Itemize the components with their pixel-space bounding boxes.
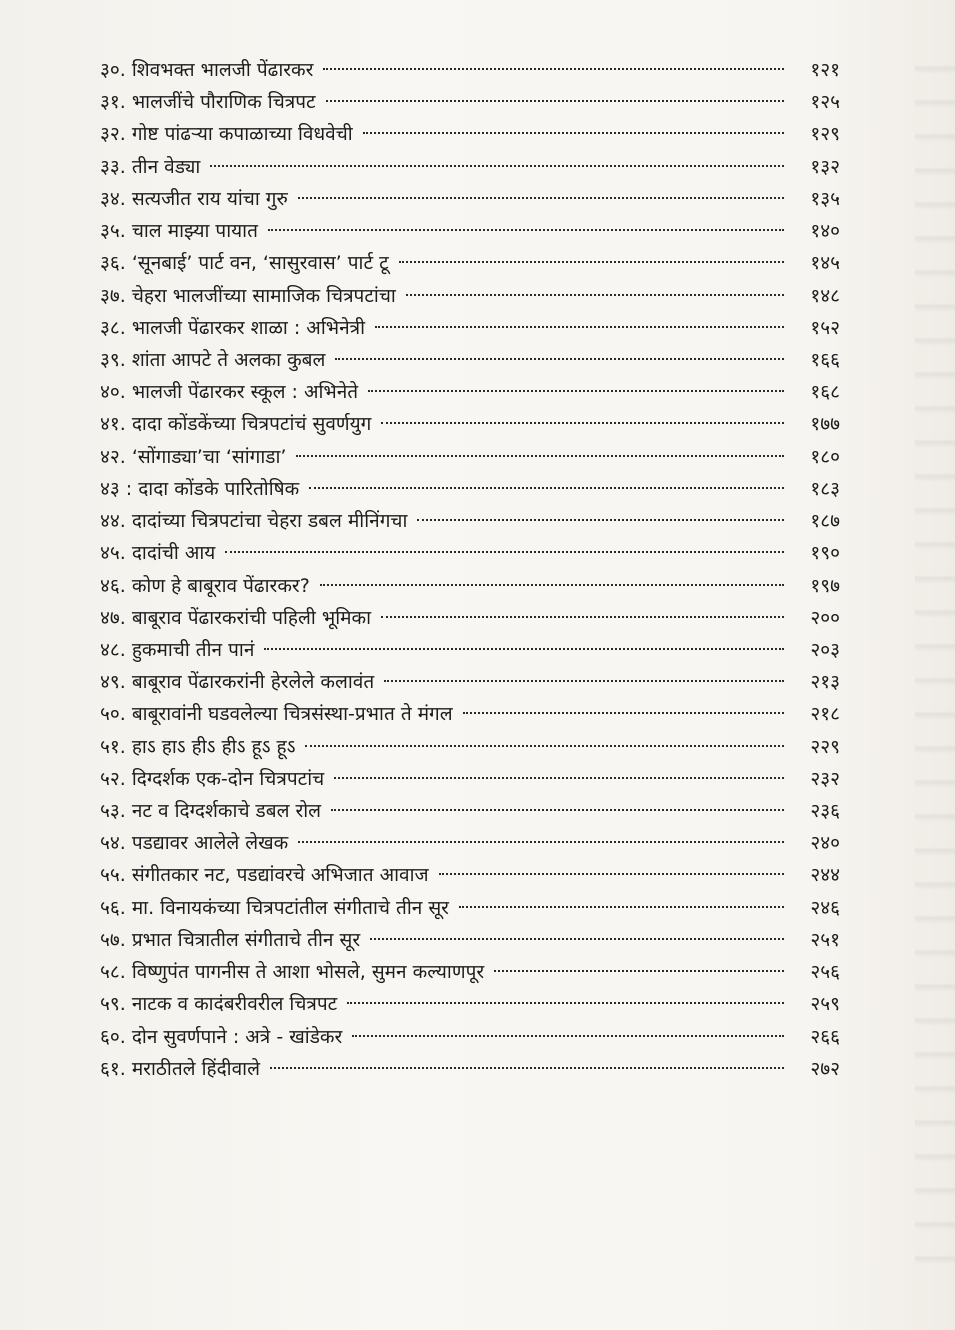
dot-leader — [375, 326, 784, 328]
toc-entry-title: शिवभक्त भालजी पेंढारकर — [131, 59, 314, 81]
toc-entry-number: ४८. — [100, 638, 126, 661]
toc-entry-number: ५८. — [100, 961, 126, 984]
toc-entry-page-number: १२९ — [810, 123, 840, 146]
toc-entry-page-number: १६६ — [810, 348, 840, 371]
dot-leader — [270, 1067, 784, 1069]
toc-entry-number: ५१. — [100, 735, 126, 758]
dot-leader — [331, 809, 784, 811]
toc-entry-title: सत्यजीत राय यांचा गुरु — [131, 187, 288, 210]
toc-entry-number: ५६. — [100, 896, 126, 919]
dot-leader — [309, 487, 784, 489]
toc-entry — [100, 118, 840, 150]
toc-entry — [100, 151, 840, 183]
toc-entry-title: प्रभात चित्रातील संगीताचे तीन सूर — [131, 928, 361, 951]
toc-entry-page-number: १२५ — [810, 91, 840, 114]
toc-entry-page-number: १६८ — [810, 381, 840, 404]
toc-entry-title: भालजींचे पौराणिक चित्रपट — [131, 91, 316, 114]
toc-entry-number: ५९. — [100, 993, 126, 1016]
toc-entry-number: ३९. — [100, 348, 126, 371]
toc-entry-number: ५०. — [100, 703, 126, 726]
toc-entry-number: ५३. — [100, 800, 126, 823]
dot-leader — [363, 132, 784, 134]
toc-entry-title: दादांच्या चित्रपटांचा चेहरा डबल मीनिंगचा — [131, 510, 408, 533]
toc-entry-title: ‘सूनबाई’ पार्ट वन, ‘सासुरवास’ पार्ट टू — [131, 252, 389, 275]
toc-entry — [100, 408, 840, 440]
toc-entry-page-number: १९० — [810, 542, 840, 565]
dot-leader — [370, 938, 784, 940]
toc-entry — [100, 376, 840, 408]
toc-entry — [100, 795, 840, 827]
toc-entry-page-number: १९७ — [810, 574, 840, 597]
toc-entry — [100, 86, 840, 118]
toc-entry-title: मराठीतले हिंदीवाले — [131, 1057, 260, 1080]
dot-leader — [381, 616, 784, 618]
toc-entry — [100, 1053, 840, 1085]
toc-entry-title: दादांची आय — [131, 542, 216, 565]
dot-leader — [298, 197, 784, 199]
dot-leader — [399, 261, 784, 263]
toc-entry-page-number: २३६ — [810, 800, 840, 823]
toc-entry — [100, 602, 840, 634]
dot-leader — [323, 68, 784, 70]
toc-entry — [100, 892, 840, 924]
toc-entry-page-number: २०३ — [810, 638, 840, 661]
dot-leader — [320, 584, 784, 586]
toc-entry-number: ३३. — [100, 155, 126, 178]
toc-entry-number: ४६. — [100, 574, 126, 597]
dot-leader — [296, 455, 784, 457]
toc-entry-page-number: २५१ — [810, 928, 840, 951]
toc-entry-title: पडद्यावर आलेले लेखक — [131, 832, 289, 855]
toc-entry-number: ३६. — [100, 252, 126, 275]
toc-entry-title: बाबूराव पेंढारकरांनी हेरलेले कलावंत — [131, 671, 375, 694]
dot-leader — [347, 1002, 784, 1004]
dot-leader — [494, 970, 784, 972]
toc-entry-number: ४२. — [100, 445, 126, 468]
toc-entry — [100, 537, 840, 569]
toc-entry-page-number: २५९ — [810, 993, 840, 1016]
toc-entry-title: विष्णुपंत पागनीस ते आशा भोसले, सुमन कल्याणपूर — [131, 961, 485, 984]
toc-entry-page-number: १४५ — [810, 252, 840, 275]
toc-entry-page-number: २४० — [810, 832, 840, 855]
toc-entry-number: ३४. — [100, 187, 126, 210]
toc-entry-page-number: १८३ — [810, 477, 840, 500]
toc-entry-number: ३५. — [100, 220, 126, 243]
toc-entry — [100, 634, 840, 666]
toc-entry — [100, 956, 840, 988]
toc-entry-page-number: १४० — [810, 220, 840, 243]
toc-entry-title: दोन सुवर्णपाने : अत्रे - खांडेकर — [131, 1025, 343, 1048]
toc-entry — [100, 54, 840, 86]
toc-entry-number: ३७. — [100, 284, 126, 307]
toc-entry-title: हाऽ हाऽ हीऽ हीऽ हूऽ हूऽ — [131, 735, 296, 758]
toc-entry-number: ३१. — [100, 91, 126, 114]
dot-leader — [305, 745, 784, 747]
toc-entry-title: चाल माझ्या पायात — [131, 220, 258, 243]
dot-leader — [335, 358, 784, 360]
toc-entry-page-number: २३२ — [810, 767, 840, 790]
toc-entry-title: भालजी पेंढारकर शाळा : अभिनेत्री — [131, 316, 366, 339]
toc-entry-number: ३०. — [100, 59, 126, 81]
toc-entry-number: ६१. — [100, 1057, 126, 1080]
dot-leader — [417, 519, 784, 521]
toc-entry-page-number: २०० — [810, 606, 840, 629]
toc-entry-title: बाबूराव पेंढारकरांची पहिली भूमिका — [131, 606, 372, 629]
toc-entry-number: ५२. — [100, 767, 126, 790]
dot-leader — [368, 390, 784, 392]
toc-entry-number: ५७. — [100, 928, 126, 951]
toc-entry — [100, 698, 840, 730]
toc-entry-title: तीन वेड्या — [131, 155, 201, 178]
toc-entry — [100, 988, 840, 1020]
toc-entry-page-number: २२९ — [810, 735, 840, 758]
toc-entry-title: कोण हे बाबूराव पेंढारकर? — [131, 574, 310, 597]
toc-entry-title: हुकमाची तीन पानं — [131, 638, 255, 661]
toc-entry-title: शांता आपटे ते अलका कुबल — [131, 348, 326, 371]
toc-entry — [100, 280, 840, 312]
toc-entry-page-number: २५६ — [810, 961, 840, 984]
toc-entry-number: ४९. — [100, 671, 126, 694]
dot-leader — [381, 422, 784, 424]
toc-entry — [100, 859, 840, 891]
dot-leader — [334, 777, 784, 779]
toc-entry-page-number: १८० — [810, 445, 840, 468]
toc-entry-title: नट व दिग्दर्शकाचे डबल रोल — [131, 800, 322, 823]
dot-leader — [352, 1035, 784, 1037]
toc-entry-page-number: २६६ — [810, 1025, 840, 1048]
toc-entry-number: ४५. — [100, 542, 126, 565]
toc-entry-title: दादा कोंडके पारितोषिक — [138, 477, 300, 500]
toc-entry-number: ४०. — [100, 381, 126, 404]
toc-entry-title: ‘सोंगाड्या’चा ‘सांगाडा’ — [131, 445, 287, 468]
page-edge-shadow — [915, 40, 955, 1280]
dot-leader — [406, 294, 784, 296]
toc-entry — [100, 1021, 840, 1053]
toc-entry — [100, 505, 840, 537]
toc-entry-number: ५५. — [100, 864, 126, 887]
toc-entry-page-number: २४४ — [810, 864, 840, 887]
dot-leader — [439, 873, 784, 875]
toc-entry-page-number: १२१ — [810, 59, 840, 81]
toc-entry — [100, 183, 840, 215]
toc-entry-number: ५४. — [100, 832, 126, 855]
toc-entry — [100, 473, 840, 505]
toc-entry-title: चेहरा भालजींच्या सामाजिक चित्रपटांचा — [131, 284, 396, 307]
dot-leader — [326, 100, 784, 102]
toc-entry-page-number: १८७ — [810, 510, 840, 533]
toc-entry-number: ३२. — [100, 123, 126, 146]
dot-leader — [459, 906, 784, 908]
toc-entry-number: ४७. — [100, 606, 126, 629]
dot-leader — [225, 551, 784, 553]
toc-entry — [100, 312, 840, 344]
dot-leader — [210, 165, 784, 167]
toc-entry-page-number: १३२ — [810, 155, 840, 178]
dot-leader — [268, 229, 784, 231]
toc-entry-page-number: १५२ — [810, 316, 840, 339]
toc-entry — [100, 215, 840, 247]
toc-entry-page-number: २४६ — [810, 896, 840, 919]
dot-leader — [298, 841, 784, 843]
dot-leader — [463, 712, 784, 714]
dot-leader — [264, 648, 784, 650]
toc-entry-title: बाबूरावांनी घडवलेल्या चित्रसंस्था-प्रभात ते मंगल — [131, 703, 453, 726]
toc-entry-page-number: २१८ — [810, 703, 840, 726]
toc-entry-page-number: १४८ — [810, 284, 840, 307]
toc-entry — [100, 570, 840, 602]
toc-entry-number: ४४. — [100, 510, 126, 533]
toc-entry — [100, 344, 840, 376]
toc-entry-number: ४३ : — [100, 477, 133, 500]
toc-entry-page-number: १३५ — [810, 187, 840, 210]
toc-entry-title: संगीतकार नट, पडद्यांवरचे अभिजात आवाज — [131, 864, 429, 887]
toc-entry-title: दादा कोंडकेंच्या चित्रपटांचं सुवर्णयुग — [131, 413, 372, 436]
toc-entry — [100, 247, 840, 279]
dot-leader — [384, 680, 784, 682]
toc-entry-title: नाटक व कादंबरीवरील चित्रपट — [131, 993, 338, 1016]
toc-entry-page-number: १७७ — [810, 413, 840, 436]
toc-entry-title: मा. विनायकंच्या चित्रपटांतील संगीताचे तीन सूर — [131, 896, 449, 919]
toc-entry-page-number: २७२ — [810, 1057, 840, 1080]
toc-entry-title: गोष्ट पांढऱ्या कपाळाच्या विधवेची — [131, 123, 353, 146]
toc-entry-number: ४१. — [100, 413, 126, 436]
toc-entry-title: भालजी पेंढारकर स्कूल : अभिनेते — [131, 381, 359, 404]
toc-entry-page-number: २१३ — [810, 671, 840, 694]
toc-entry-title: दिग्दर्शक एक-दोन चित्रपटांच — [131, 767, 325, 790]
toc-entry — [100, 763, 840, 795]
toc-entry — [100, 731, 840, 763]
toc-entry — [100, 924, 840, 956]
table-of-contents — [100, 54, 840, 1085]
toc-entry — [100, 666, 840, 698]
toc-entry-number: ६०. — [100, 1025, 126, 1048]
toc-entry — [100, 827, 840, 859]
toc-entry — [100, 441, 840, 473]
toc-entry-number: ३८. — [100, 316, 126, 339]
